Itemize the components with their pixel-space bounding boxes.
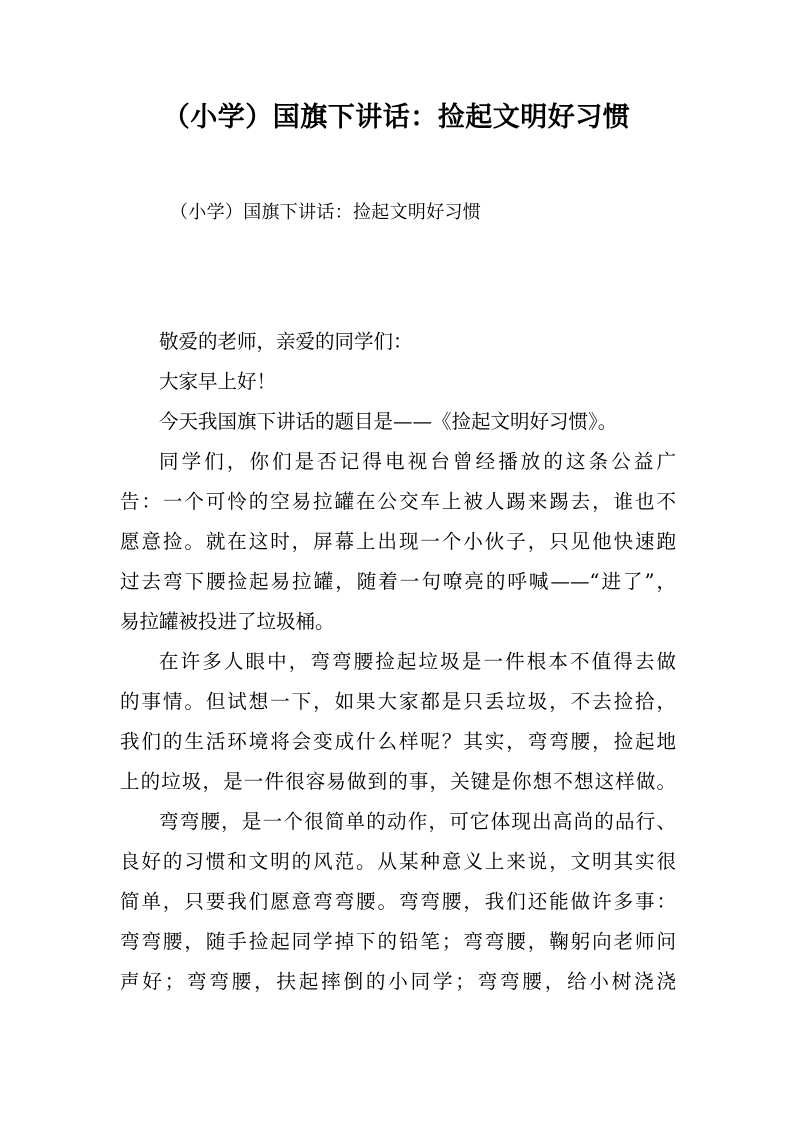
text-line: 敬爱的老师，亲爱的同学们：	[159, 330, 413, 353]
text-line: 告：一个可怜的空易拉罐在公交车上被人踢来踢去，谁也不	[120, 490, 676, 513]
text-line: 的事情。但试想一下，如果大家都是只丢垃圾，不去捡拾，	[120, 690, 676, 713]
document-body	[120, 322, 676, 1002]
text-line: 易拉罐被投进了垃圾桶。	[120, 610, 335, 633]
text-line: 声好；弯弯腰，扶起摔倒的小同学；弯弯腰，给小树浇浇	[120, 970, 676, 993]
text-line: 愿意捡。就在这时，屏幕上出现一个小伙子，只见他快速跑	[120, 530, 676, 553]
document-subtitle: （小学）国旗下讲话：捡起文明好习惯	[170, 202, 482, 223]
document-title: （小学）国旗下讲话：捡起文明好习惯	[162, 102, 631, 133]
text-line: 弯弯腰，是一个很简单的动作，可它体现出高尚的品行、	[159, 810, 676, 833]
text-line: 在许多人眼中，弯弯腰捡起垃圾是一件根本不值得去做	[159, 650, 676, 673]
text-line: 过去弯下腰捡起易拉罐，随着一句嘹亮的呼喊——“进了”，	[120, 570, 676, 593]
text-line: 弯弯腰，随手捡起同学掉下的铅笔；弯弯腰，鞠躬向老师问	[120, 930, 676, 953]
text-line: 简单，只要我们愿意弯弯腰。弯弯腰，我们还能做许多事：	[120, 890, 676, 913]
text-line: 大家早上好！	[159, 370, 277, 393]
text-line: 同学们，你们是否记得电视台曾经播放的这条公益广	[159, 450, 676, 473]
text-line: 上的垃圾，是一件很容易做到的事，关键是你想不想这样做。	[120, 770, 676, 793]
paragraph-picking-up-litter	[120, 642, 676, 802]
paragraph-greeting	[120, 322, 676, 362]
text-line: 良好的习惯和文明的风范。从某种意义上来说，文明其实很	[120, 850, 676, 873]
paragraph-bending-down	[120, 802, 676, 1002]
paragraph-topic	[120, 402, 676, 442]
paragraph-ad-story	[120, 442, 676, 642]
text-line: 我们的生活环境将会变成什么样呢？其实，弯弯腰，捡起地	[120, 730, 676, 753]
text-line: 今天我国旗下讲话的题目是——《捡起文明好习惯》。	[159, 410, 618, 433]
paragraph-good-morning	[120, 362, 676, 402]
